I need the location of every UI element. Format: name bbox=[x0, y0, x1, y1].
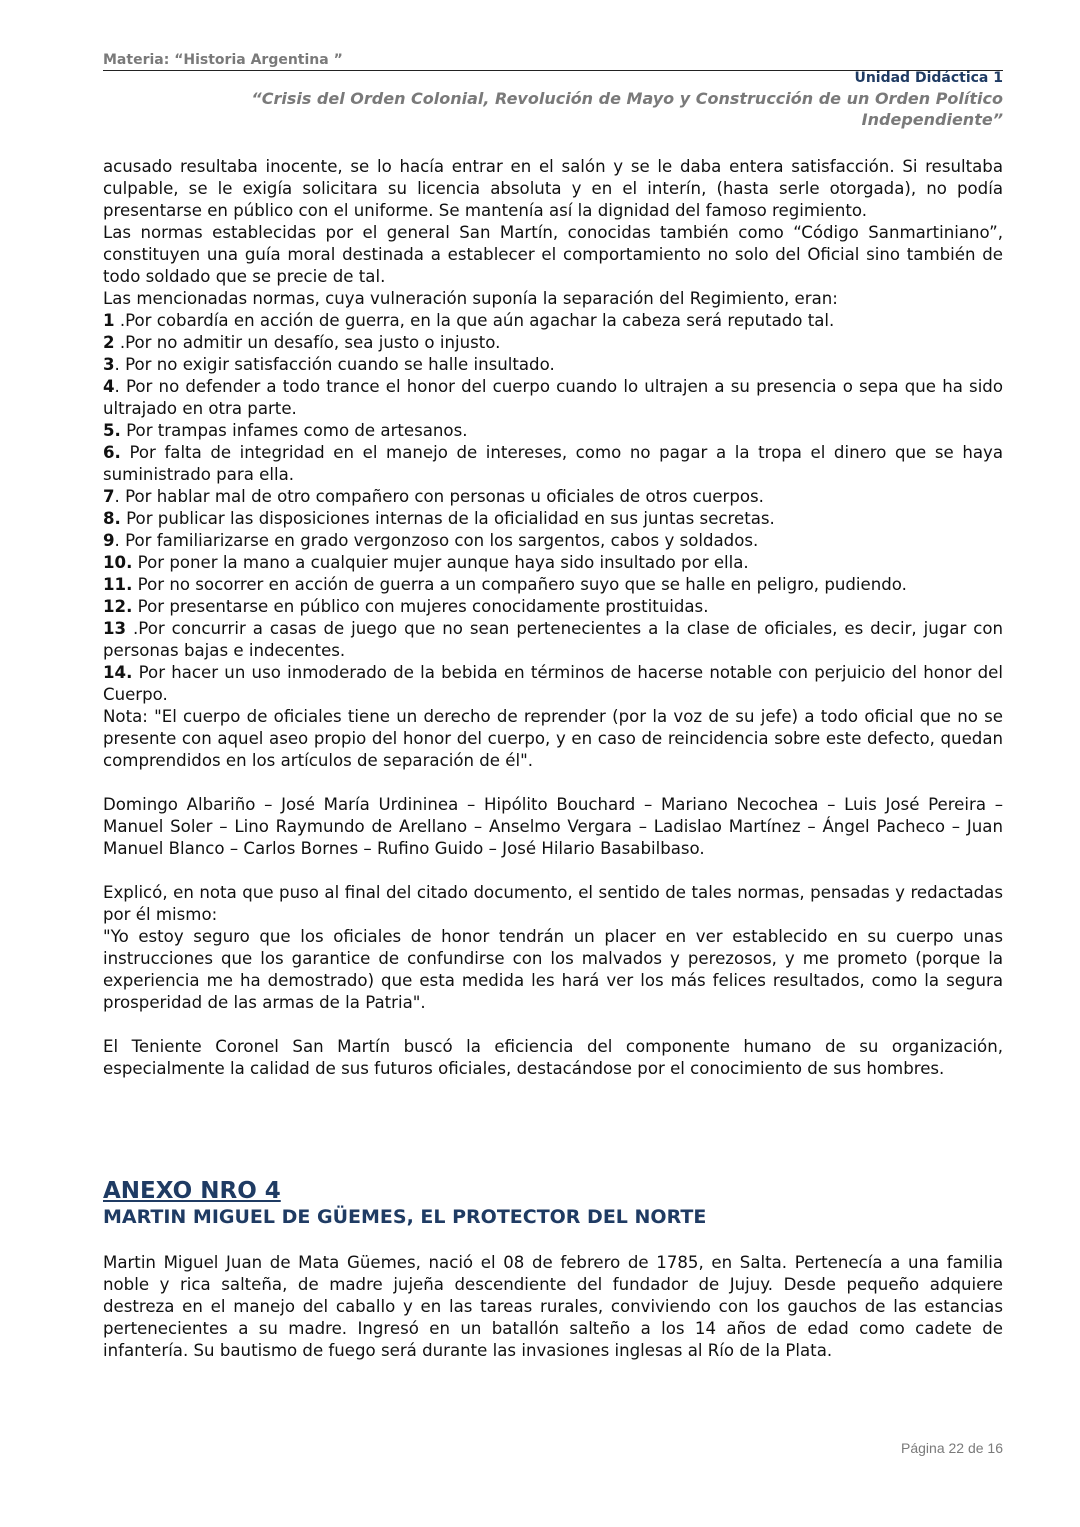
page-number: Página 22 de 16 bbox=[901, 1440, 1003, 1456]
paragraph-explanation: Explicó, en nota que puso al final del citado documento, el sentido de tales normas, pensadas y redactadas por él mismo: bbox=[103, 883, 1003, 924]
rule-text: Por hacer un uso inmoderado de la bebida en términos de hacerse notable con perjuicio del honor del Cuerpo. bbox=[103, 663, 1003, 704]
rule-text: Por presentarse en público con mujeres conocidamente prostituidas. bbox=[132, 597, 709, 616]
rule-number: 10. bbox=[103, 553, 133, 572]
rule-number: 1 bbox=[103, 311, 115, 330]
rule-text: . Por no defender a todo trance el honor del cuerpo cuando lo ultrajen a su presencia o sepa que ha sido ultrajado en otra parte. bbox=[103, 377, 1003, 418]
rule-item bbox=[103, 420, 1003, 442]
rule-item bbox=[103, 662, 1003, 706]
annex-subheading: MARTIN MIGUEL DE GÜEMES, EL PROTECTOR DEL NORTE bbox=[103, 1206, 707, 1228]
rule-item bbox=[103, 530, 1003, 552]
document-body bbox=[103, 156, 1003, 1080]
rule-number: 3 bbox=[103, 355, 115, 374]
rule-number: 6. bbox=[103, 443, 121, 462]
rule-number: 11. bbox=[103, 575, 133, 594]
rule-text: . Por hablar mal de otro compañero con personas u oficiales de otros cuerpos. bbox=[114, 487, 764, 506]
rule-text: . Por familiarizarse en grado vergonzoso con los sargentos, cabos y soldados. bbox=[114, 531, 759, 550]
rule-text: Por trampas infames como de artesanos. bbox=[120, 421, 468, 440]
rule-item bbox=[103, 354, 1003, 376]
rule-item bbox=[103, 442, 1003, 486]
rule-item bbox=[103, 618, 1003, 662]
paragraph-conclusion: El Teniente Coronel San Martín buscó la eficiencia del componente humano de su organización, especialmente la calidad de sus futuros oficiales, destacándose por el conocimiento de sus hombres. bbox=[103, 1037, 1003, 1078]
paragraph-quote: "Yo estoy seguro que los oficiales de honor tendrán un placer en ver establecido en su cuerpo unas instrucciones que los garantice de confundirse con los malvados y perezosos, y me prometo (porque la experiencia me ha demostrado) que esta medida les hará ver los más felices resultados, como la segura prosperidad de las armas de la Patria". bbox=[103, 927, 1003, 1012]
rule-item bbox=[103, 574, 1003, 596]
rule-number: 7 bbox=[103, 487, 115, 506]
rule-number: 2 bbox=[103, 333, 115, 352]
spacer bbox=[103, 860, 1003, 882]
rule-item bbox=[103, 310, 1003, 332]
rule-text: .Por concurrir a casas de juego que no sean pertenecientes a la clase de oficiales, es decir, jugar con personas bajas e indecentes. bbox=[103, 619, 1003, 660]
spacer bbox=[103, 772, 1003, 794]
rule-text: Por poner la mano a cualquier mujer aunque haya sido insultado por ella. bbox=[132, 553, 749, 572]
rule-number: 8. bbox=[103, 509, 121, 528]
rule-number: 5. bbox=[103, 421, 121, 440]
paragraph-normas: Las normas establecidas por el general San Martín, conocidas también como “Código Sanmartiniano”, constituyen una guía moral destinada a establecer el comportamiento no solo del Oficial sino también de todo soldado que se precie de tal. bbox=[103, 223, 1003, 286]
spacer bbox=[103, 1014, 1003, 1036]
rule-text: Por falta de integridad en el manejo de intereses, como no pagar a la tropa el dinero que se haya suministrado para ella. bbox=[103, 443, 1003, 484]
rule-text: Por no socorrer en acción de guerra a un compañero suyo que se halle en peligro, pudiendo. bbox=[132, 575, 907, 594]
rule-text: .Por cobardía en acción de guerra, en la que aún agachar la cabeza será reputado tal. bbox=[114, 311, 835, 330]
rule-item bbox=[103, 486, 1003, 508]
rule-number: 4 bbox=[103, 377, 115, 396]
rule-item bbox=[103, 332, 1003, 354]
paragraph-intro: acusado resultaba inocente, se lo hacía entrar en el salón y se le daba entera satisfacción. Si resultaba culpable, se le exigía solicitara su licencia absoluta y en el interín, (hasta serle otorgada), no podía presentarse en público con el uniforme. Se mantenía así la dignidad del famoso regimiento. bbox=[103, 157, 1003, 220]
rule-number: 14. bbox=[103, 663, 133, 682]
annex-heading: ANEXO NRO 4 bbox=[103, 1178, 281, 1204]
annex-section bbox=[103, 1178, 1003, 1379]
rule-number: 13 bbox=[103, 619, 127, 638]
rule-item bbox=[103, 596, 1003, 618]
rule-number: 12. bbox=[103, 597, 133, 616]
header-title bbox=[103, 88, 1003, 130]
rule-text: . Por no exigir satisfacción cuando se halle insultado. bbox=[114, 355, 555, 374]
rule-item bbox=[103, 552, 1003, 574]
header-subject: Materia: “Historia Argentina ” bbox=[103, 52, 343, 68]
rules-list bbox=[103, 310, 1003, 706]
rule-text: Por publicar las disposiciones internas de la oficialidad en sus juntas secretas. bbox=[120, 509, 775, 528]
rule-text: .Por no admitir un desafío, sea justo o injusto. bbox=[114, 333, 501, 352]
paragraph-list-intro: Las mencionadas normas, cuya vulneración suponía la separación del Regimiento, eran: bbox=[103, 289, 838, 308]
rule-item bbox=[103, 508, 1003, 530]
paragraph-nota: Nota: "El cuerpo de oficiales tiene un derecho de reprender (por la voz de su jefe) a todo oficial que no se presente con aquel aseo propio del honor del cuerpo, y en caso de reincidencia sobre este defecto, quedan comprendidos en los artículos de separación de él". bbox=[103, 707, 1003, 770]
header-title-line-2: Independiente” bbox=[861, 110, 1003, 129]
annex-paragraph: Martin Miguel Juan de Mata Güemes, nació el 08 de febrero de 1785, en Salta. Pertenecía a una familia noble y rica salteña, de madre jujeña descendiente del fundador de Jujuy. Desde pequeño adquiere destreza en el manejo del caballo y en las tareas rurales, conviviendo con los gauchos de las estancias pertenecientes a su madre. Ingresó en un batallón salteño a los 14 años de edad como cadete de infantería. Su bautismo de fuego será durante las invasiones inglesas al Río de la Plata. bbox=[103, 1253, 1003, 1360]
rule-item bbox=[103, 376, 1003, 420]
paragraph-signatories: Domingo Albariño – José María Urdininea – Hipólito Bouchard – Mariano Necochea – Luis José Pereira – Manuel Soler – Lino Raymundo de Arellano – Anselmo Vergara – Ladislao Martínez – Ángel Pacheco – Juan Manuel Blanco – Carlos Bornes – Rufino Guido – José Hilario Basabilbaso. bbox=[103, 795, 1003, 858]
rule-number: 9 bbox=[103, 531, 115, 550]
header-title-line-1: “Crisis del Orden Colonial, Revolución de Mayo y Construcción de un Orden Político bbox=[251, 89, 1003, 108]
header-unit: Unidad Didáctica 1 bbox=[854, 70, 1003, 86]
